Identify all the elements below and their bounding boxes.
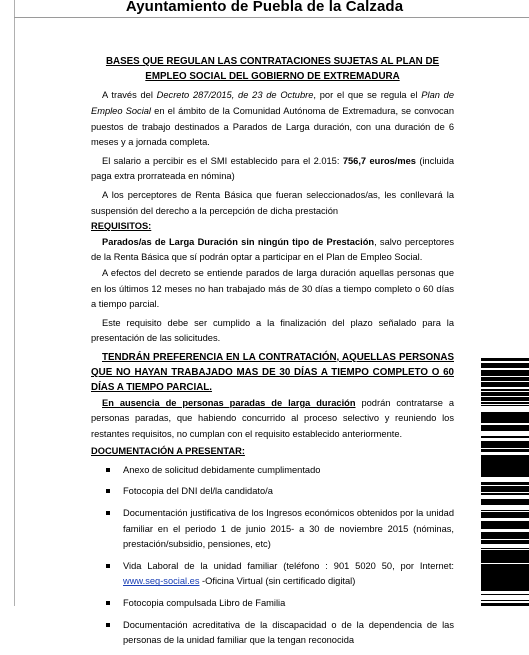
document-heading: BASES QUE REGULAN LAS CONTRATACIONES SUJETAS AL PLAN DE EMPLEO SOCIAL DEL GOBIERNO DE EXTREMADURA [105, 56, 440, 83]
paragraph-long-term: A efectos del decreto se entiende parados de larga duración aquellas personas que en los últimos 12 meses no han trabajado más de 30 días a tiempo completo o 60 días a tiempo parcial. [91, 267, 454, 310]
absence-bold: En ausencia de personas paradas de larga duración [102, 397, 356, 408]
paragraph-renta-basica: A los perceptores de Renta Básica que fueran seleccionados/as, les conllevará la suspensión del derecho a la percepción de dicha prestación [91, 189, 454, 216]
list-item [91, 463, 454, 479]
list-item [91, 506, 454, 553]
list-item-text: Vida Laboral de la unidad familiar (teléfono : 901 5020 50, por Internet: [123, 560, 454, 571]
text: El salario a percibir es el SMI establecido para el 2.015: [102, 155, 343, 166]
salary-amount: 756,7 euros/mes [342, 155, 416, 166]
text: A través del [102, 90, 157, 101]
documents-list [91, 463, 454, 649]
paragraph-deadline: Este requisito debe ser cumplido a la finalización del plazo señalado para la presentación de las solicitudes. [91, 317, 454, 344]
bullet-icon [106, 511, 110, 515]
requirements-heading: REQUISITOS: [91, 221, 152, 232]
social-security-link[interactable]: www.seg-social.es [123, 576, 200, 587]
paragraph-absence [91, 396, 454, 443]
paragraph-decree [91, 88, 454, 150]
bullet-icon [106, 623, 110, 627]
decree-reference: Decreto 287/2015, de 23 de Octubre [156, 90, 314, 101]
bullet-icon [106, 489, 110, 493]
document-body [91, 54, 454, 655]
preference-notice: TENDRÁN PREFERENCIA EN LA CONTRATACIÓN, AQUELLAS PERSONAS QUE NO HAYAN TRABAJADO MAS DE 30 DÍAS A TIEMPO COMPLETO O 60 DÍAS A TIEMPO PARCIAL. [91, 351, 454, 394]
list-item-text: Anexo de solicitud debidamente cumplimentado [123, 464, 321, 475]
list-item-text: Documentación acreditativa de la discapacidad o de la dependencia de las personas de la unidad familiar que la tengan reconocida [123, 619, 454, 646]
list-item-text: Fotocopia del DNI del/la candidato/a [123, 486, 273, 497]
text: , salvo perceptores de la Renta Básica que sí podrán optar a participar en el Plan de Empleo Social. [91, 236, 454, 263]
list-item [91, 618, 454, 649]
list-item [91, 559, 454, 590]
paragraph-salary [91, 154, 454, 185]
text: en el ámbito de la Comunidad Autónoma de Extremadura, se convocan puestos de trabajo destinados a Parados de Larga duración, con una duración de 6 meses y a jornada completa. [91, 106, 454, 148]
bullet-icon [106, 564, 110, 568]
paragraph-requirement [91, 235, 454, 266]
text: (incluida paga extra prorrateada en nómina) [91, 155, 454, 182]
documents-heading: DOCUMENTACIÓN A PRESENTAR: [91, 446, 245, 457]
text: podrán contratarse a personas paradas, que habiendo concurrido al proceso selectivo y reuniendo los restantes requisitos, no cumplan con el requisito establecido anteriormente. [91, 397, 454, 439]
list-item [91, 484, 454, 500]
text: , por el que se regula el [313, 90, 422, 101]
barcode-icon [481, 358, 529, 606]
list-item [91, 596, 454, 612]
bullet-icon [106, 601, 110, 605]
header-rule [14, 17, 529, 18]
list-item-text: Fotocopia compulsada Libro de Familia [123, 598, 286, 609]
list-item-text: Documentación justificativa de los Ingresos económicos obtenidos por la unidad familiar en el periodo 1 de junio 2015- a 30 de noviembre 2015 (nóminas, prestación/subsidio, pensiones, etc) [123, 508, 454, 550]
bullet-icon [106, 468, 110, 472]
page-title: Ayuntamiento de Puebla de la Calzada [125, 0, 404, 15]
plan-name: Plan de Empleo Social [91, 90, 454, 116]
requirement-bold: Parados/as de Larga Duración sin ningún tipo de Prestación [102, 236, 375, 247]
list-item-text: -Oficina Virtual (sin certificado digital) [199, 576, 356, 587]
page-left-border [14, 0, 15, 606]
